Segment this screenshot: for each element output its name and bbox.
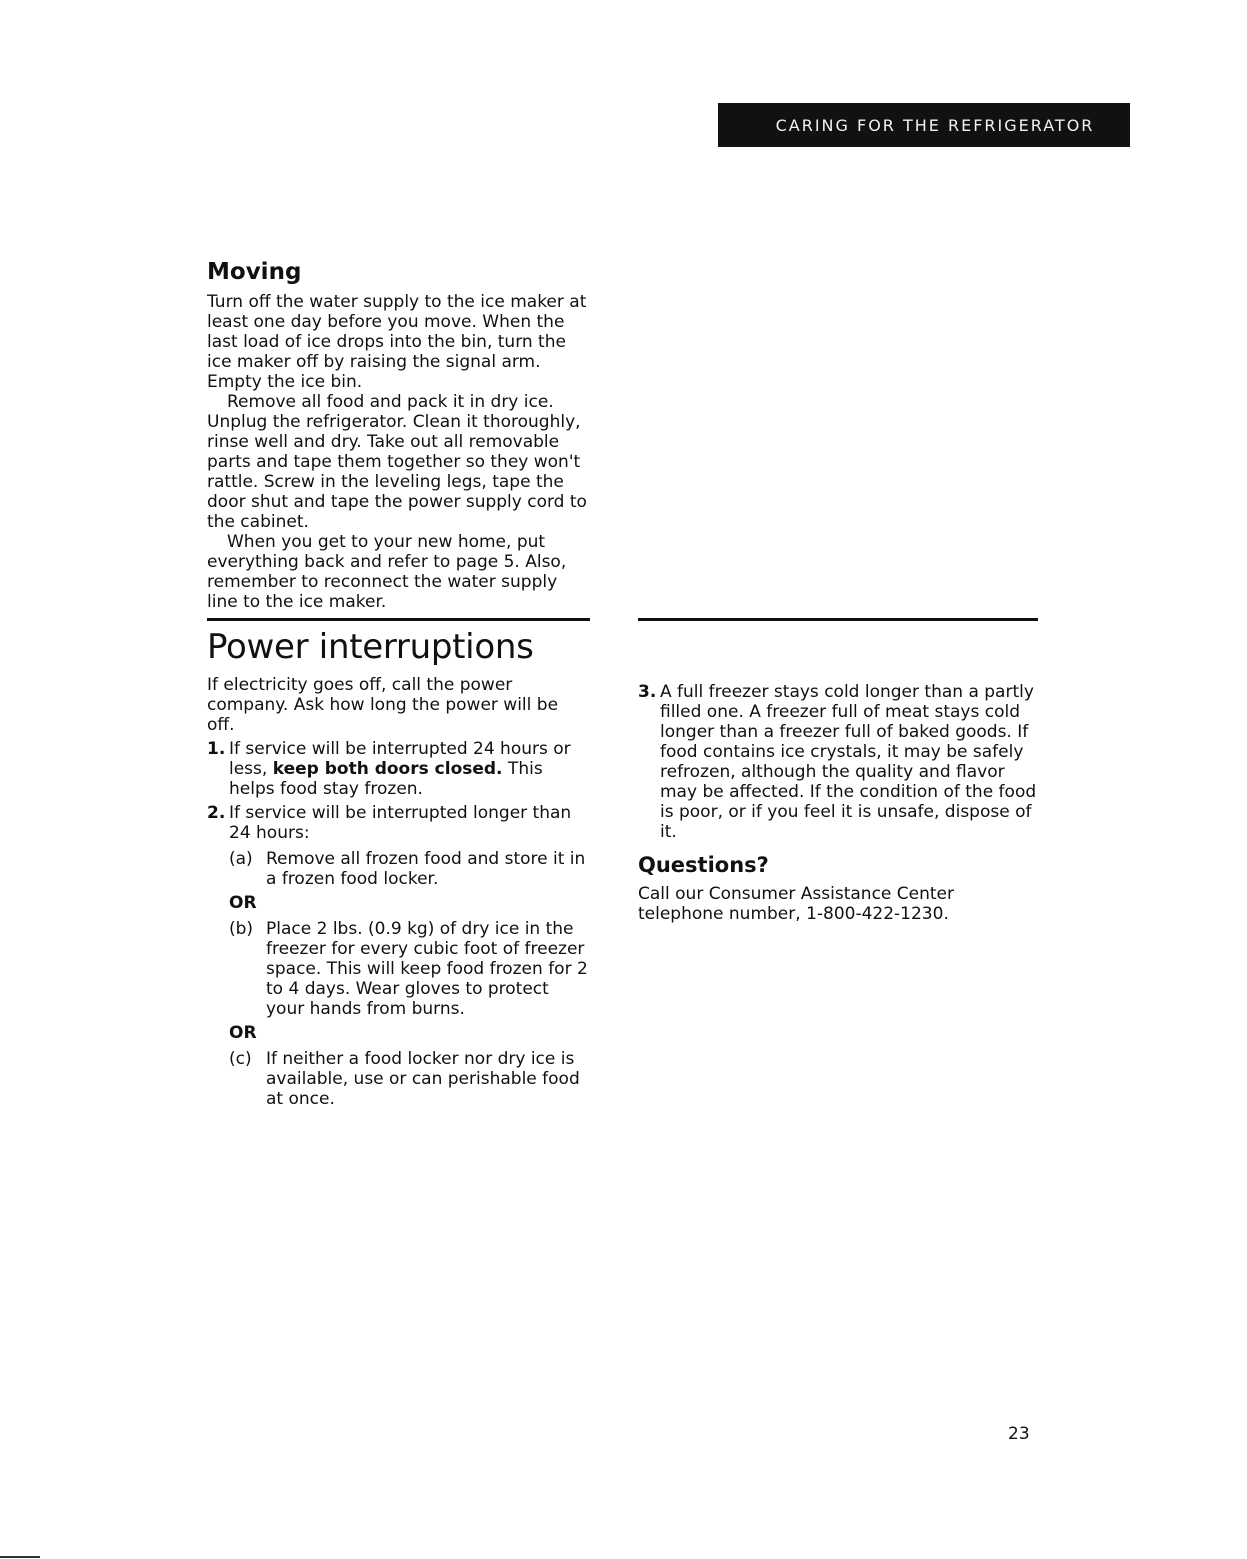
- right-column: [638, 618, 1038, 924]
- sub-list-letter: (a): [229, 849, 253, 869]
- section-divider: [207, 618, 590, 621]
- moving-section: [207, 258, 590, 612]
- sub-list-item: [229, 849, 590, 889]
- list-number: 3.: [638, 682, 657, 702]
- list-item: [207, 739, 590, 799]
- section-divider: [638, 618, 1038, 621]
- list-number: 1.: [207, 739, 226, 759]
- list-item: [638, 682, 1038, 842]
- scan-mark: [0, 1556, 40, 1558]
- moving-paragraph-3: When you get to your new home, put everything back and refer to page 5. Also, remember to reconnect the water supply line to the ice maker.: [207, 532, 567, 612]
- questions-heading: Questions?: [638, 853, 769, 877]
- or-separator: OR: [229, 1023, 257, 1043]
- section-banner-label: CARING FOR THE REFRIGERATOR: [775, 115, 1095, 135]
- list-number: 2.: [207, 803, 226, 823]
- sub-list-item: [229, 1049, 590, 1109]
- sub-list-letter: (b): [229, 919, 254, 939]
- section-banner: [718, 103, 1130, 147]
- questions-text: Call our Consumer Assistance Center telephone number, 1-800-422-1230.: [638, 884, 955, 924]
- list-text: If service will be interrupted longer than 24 hours:: [229, 803, 572, 843]
- sub-list-text: If neither a food locker nor dry ice is available, use or can perishable food at once.: [266, 1049, 580, 1109]
- page-number: 23: [1008, 1424, 1030, 1444]
- power-heading: Power interruptions: [207, 627, 534, 667]
- list-item: [207, 803, 590, 843]
- or-separator: OR: [229, 893, 257, 913]
- list-text: If service will be interrupted 24 hours or less, keep both doors closed. This helps food stay frozen.: [229, 739, 571, 799]
- moving-paragraph-1: Turn off the water supply to the ice maker at least one day before you move. When the last load of ice drops into the bin, turn the ice maker off by raising the signal arm. Empty the ice bin.: [207, 292, 587, 392]
- power-intro: If electricity goes off, call the power company. Ask how long the power will be off.: [207, 675, 559, 735]
- emphasis-text: keep both doors closed.: [272, 759, 503, 779]
- moving-paragraph-2: Remove all food and pack it in dry ice. Unplug the refrigerator. Clean it thoroughly, rinse well and dry. Take out all removable parts and tape them together so they won't rattle. Screw in the leveling legs, tape the door shut and tape the power supply cord to the cabinet.: [207, 392, 587, 532]
- sub-list-letter: (c): [229, 1049, 252, 1069]
- sub-list-item: [229, 919, 590, 1019]
- list-text: A full freezer stays cold longer than a partly filled one. A freezer full of meat stays cold longer than a freezer full of baked goods. If food contains ice crystals, it may be safely refrozen, although the quality and flavor may be affected. If the condition of the food is poor, or if you feel it is unsafe, dispose of it.: [660, 682, 1037, 842]
- sub-list-text: Remove all frozen food and store it in a frozen food locker.: [266, 849, 586, 889]
- moving-heading: Moving: [207, 259, 302, 285]
- power-interruptions-section: [207, 618, 590, 1109]
- sub-list-text: Place 2 lbs. (0.9 kg) of dry ice in the freezer for every cubic foot of freezer space. This will keep food frozen for 2 to 4 days. Wear gloves to protect your hands from burns.: [266, 919, 588, 1019]
